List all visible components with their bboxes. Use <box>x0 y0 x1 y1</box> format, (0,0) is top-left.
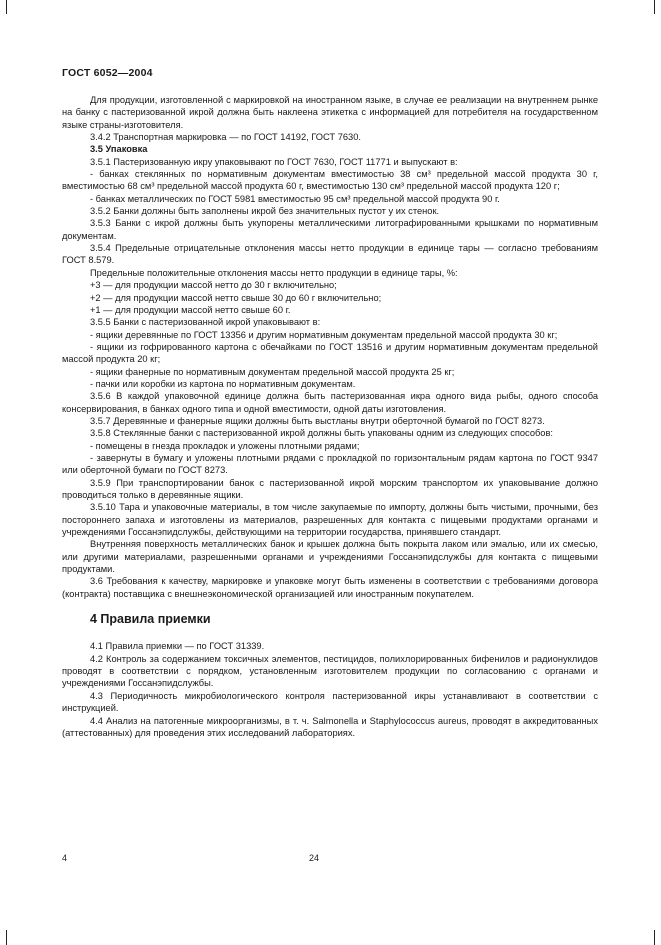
paragraph-3-4-2: 3.4.2 Транспортная маркировка — по ГОСТ 14192, ГОСТ 7630. <box>90 132 361 143</box>
list-item-cardboard-boxes: - ящики из гофрированного картона с обечайками по ГОСТ 13516 и другим нормативным документам предельной массой продукта 20 кг; <box>62 341 598 365</box>
list-item-glass-jars: - банках стеклянных по нормативным документам вместимостью 38 см³ предельной массой продукта 30 г, вместимостью 68 см³ предельной массой продукта 60 г, вместимостью 130 см³ предельной массой продукта 120 г; <box>62 169 598 192</box>
paragraph-positive-deviations: Предельные положительные отклонения массы нетто продукции в единице тары, %: <box>90 267 458 278</box>
paragraph-4-1: 4.1 Правила приемки — по ГОСТ 31339. <box>90 641 265 652</box>
standard-header: ГОСТ 6052—2004 <box>62 67 153 79</box>
crop-mark-bottom-left <box>6 930 7 945</box>
paragraph-3-5-7: 3.5.7 Деревянные и фанерные ящики должны быть выстланы внутри оберточной бумагой по ГОСТ 8273. <box>90 415 545 426</box>
paragraph-3-5-6: 3.5.6 В каждой упаковочной единице должна быть пастеризованная икра одного вида рыбы, одного способа консервирования, в банках одного типа и одной вместимости, одной даты изготовления. <box>62 391 598 414</box>
paragraph-intro: Для продукции, изготовленной с маркировкой на иностранном языке, в случае ее реализации на внутреннем рынке на банку с пастеризованной икрой должна быть наклеена этикетка с информацией для потребителя на государственном языке страны-изготовителя. <box>62 95 598 130</box>
list-item-plus-1: +1 — для продукции массой нетто свыше 60 г. <box>90 304 291 315</box>
paragraph-3-5-5: 3.5.5 Банки с пастеризованной икрой упаковывают в: <box>90 317 321 328</box>
list-item-metal-cans: - банках металлических по ГОСТ 5981 вместимостью 95 см³ предельной массой продукта 90 г. <box>90 193 500 204</box>
list-item-nests: - помещены в гнезда прокладок и уложены плотными рядами; <box>90 440 360 451</box>
paragraph-4-4: 4.4 Анализ на патогенные микроорганизмы, в т. ч. Salmonella и Staphylococcus aureus, проводят в аккредитованных (аттестованных) для проведения этих исследований лабораториях. <box>62 715 598 738</box>
paragraph-3-5-3: 3.5.3 Банки с икрой должны быть укупорены металлическими литографированными крышками по нормативным документам. <box>62 218 598 241</box>
list-item-plus-3: +3 — для продукции массой нетто до 30 г включительно; <box>90 280 337 291</box>
page-number-center: 24 <box>309 853 320 863</box>
page-number-left: 4 <box>62 853 68 863</box>
paragraph-3-5-10: 3.5.10 Тара и упаковочные материалы, в том числе закупаемые по импорту, должны быть чистыми, прочными, без постороннего запаха и изготовлены из материалов, разрешенных для контакта с пищевыми продуктами органами и учреждениями Госсанэпидслужбы, действующими на территории государства, принявшего стандарт. <box>62 502 598 538</box>
paragraph-3-5-8: 3.5.8 Стеклянные банки с пастеризованной икрой должны быть упакованы одним из следующих способов: <box>90 428 554 439</box>
list-item-plus-2: +2 — для продукции массой нетто свыше 30 до 60 г включительно; <box>90 292 382 303</box>
section-heading-3-5: 3.5 Упаковка <box>90 144 148 155</box>
list-item-packs: - пачки или коробки из картона по нормативным документам. <box>90 378 356 389</box>
section-heading-4: 4 Правила приемки <box>90 612 211 627</box>
paragraph-3-5-2: 3.5.2 Банки должны быть заполнены икрой без значительных пустот у их стенок. <box>90 206 440 217</box>
paragraph-4-3: 4.3 Периодичность микробиологического контроля пастеризованной икры устанавливают в соответствии с инструкцией. <box>62 690 598 714</box>
paragraph-3-6: 3.6 Требования к качеству, маркировке и упаковке могут быть изменены в соответствии с требованиями договора (контракта) поставщика с внешнеэкономической организацией или иностранным покупателем. <box>62 576 598 599</box>
paragraph-inner-surface: Внутренняя поверхность металлических банок и крышек должна быть покрыта лаком или эмалью, или их смесью, или другими материалами, разрешенными органами и учреждениями Госсанэпидслужбы для контакта с пищевыми продуктами. <box>62 539 598 575</box>
paragraph-3-5-1: 3.5.1 Пастеризованную икру упаковывают по ГОСТ 7630, ГОСТ 11771 и выпускают в: <box>90 156 458 167</box>
list-item-wrapped: - завернуты в бумагу и уложены плотными рядами с прокладкой по горизонтальным рядам картона по ГОСТ 9347 или оберточной бумаги по ГОСТ 8273. <box>62 452 598 476</box>
paragraph-3-5-9: 3.5.9 При транспортировании банок с пастеризованной икрой морским транспортом их упаковывание должно проводиться только в деревянные ящики. <box>62 477 598 500</box>
paragraph-4-2: 4.2 Контроль за содержанием токсичных элементов, пестицидов, полихлорированных бифенилов и радионуклидов проводят в соответствии с порядком, установленным изготовителем продукции по согласованию с органами и учреждениями Госсанэпидслужбы. <box>62 653 598 689</box>
crop-mark-top-left <box>6 0 7 14</box>
list-item-wooden-boxes: - ящики деревянные по ГОСТ 13356 и другим нормативным документам предельной массой продукта 30 кг; <box>90 329 558 340</box>
crop-mark-bottom-right <box>654 930 655 945</box>
document-body <box>62 94 598 739</box>
crop-mark-top-right <box>654 0 655 14</box>
list-item-plywood-boxes: - ящики фанерные по нормативным документам предельной массой продукта 25 кг; <box>90 366 455 377</box>
paragraph-3-5-4: 3.5.4 Предельные отрицательные отклонения массы нетто продукции в единице тары — согласно требованиям ГОСТ 8.579. <box>62 243 598 266</box>
